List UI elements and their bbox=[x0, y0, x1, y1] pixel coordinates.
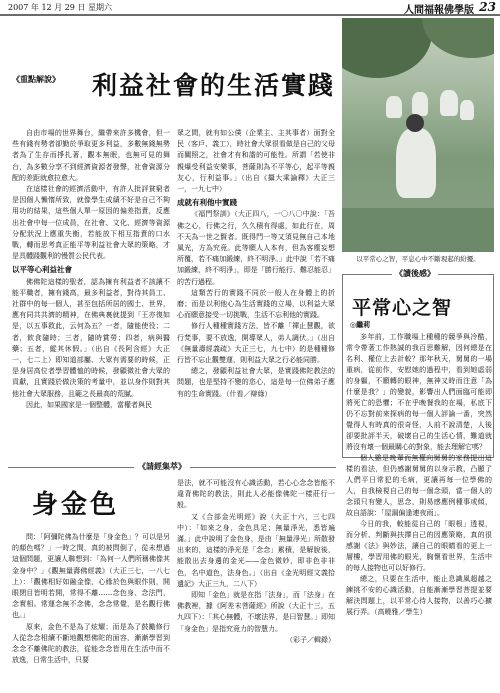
article3-paragraph: 即知「金色」就是在指「法身」，而「法身」在佛教裡，據《阿差末菩薩經》所說（大正十三，五九四下）：「其心無體，不壞法界，是曰智慧。」即知「身金色」是指究竟力的智慧力。 bbox=[177, 591, 335, 633]
article3-paragraph: 問：「阿彌陀佛為什麼是「身金色」？可以是另的顏色嗎？」一時之間，真的被問倒了，從未想過這個問題，更讓人聯想到：「為何一人們所稱佛像其金身中？」《觀無量壽佛經義》（大正三七，一八七上）：「觀佛相好如融金像，心緣於色與眼作則，開眼閉目皆明若開，常得不離……念色身、念法門，念實相。常運念無不念佛，念念常覺，是名觀行佛也。」 bbox=[12, 533, 170, 620]
article1-paragraph: 佛佛陀這樣的聖者，認為擁有利益者不該讓不能平職者，擁有錢高，最多利益者，對待其員工、社群中的每一個人，甚至包括所居的國土、世界，應有同共共濟的精神，在佛典裏就提到「王亦復如是，以五事救此，云何為五？一者，隨能使役；二者，飲食隨時；三者，隨時賞勞；四者，病與醫藥；五者，縱其休假。」（出自《長阿含經》大正一，七二上）即知道部屬、大眾有需要的時候，正是身居高位者學習體恤的時候，發顧微社會大眾的貢獻，且實踐於做決策的考量中，並以身作則對其他社會大眾服務，且範之長最高的荒膩。 bbox=[12, 277, 170, 398]
article3-paragraph: 是法，就不可能沒有心識活動，若心心念念皆能不違背佛陀的教法，則此人必能像佛陀一樣莊行一般。 bbox=[177, 479, 335, 510]
article2-paragraph: 今日的我，較能從自己的「眼根」透視，而分析、判斷與扶擇自己的因應策略，真的很感謝《法》與妙法，讓自己的眼睛看的更上一層樓，學習用佛的眼光，胸懷看世界，生活中的每人接物也可以好修行。 bbox=[346, 520, 492, 572]
page-header bbox=[0, 0, 500, 16]
article1-paragraph: 因此，如果國家是一個整體，當權者與民 bbox=[26, 400, 152, 409]
article2-tag: 《讀後感》 bbox=[392, 268, 438, 279]
article1-subheading: 成就有利他中實踐 bbox=[177, 198, 237, 208]
article1-paragraph: 自由市場的世界舞台，繼帶來許多機會，但一些有錢有勢者卻勤於爭取更多利益，多數無錢無勢者為了生存而掙扎著，觀本無眠，也無可見的舞台，為多數分享不到經濟資源者發聲，社會資源分配的差距就愈拉愈大。 bbox=[12, 129, 170, 182]
article3-signature: （彩子／輯錄） bbox=[286, 635, 335, 644]
article1-paragraph: 總之，發顧利益社會大眾，是實踐佛陀教法的問題，也是堅持不變的恣心，這是每一位佛弟子應有的生命實踐。（什看／辯綠） bbox=[177, 367, 335, 398]
article2-paragraph: 個人雖是晚輩而無權向舅舅的家務提出這樣的看法，但仍感謝舅舅的以身示教，凸顯了人們平日常犯的毛病，更讓再每一位學佛的人，自我檢視自己的每一個念頭，當一個人的念頭只有變人，思念，則易感應例種事或傾，故自語說：「屋漏偏逢連夜雨」。 bbox=[346, 454, 492, 517]
article3-col2 bbox=[177, 478, 335, 646]
article3-paragraph: 又《合部金光明經》說（大正十六，三七四中）：「如來之身，金色具足；無量淨光，悉皆遍滿。」此中說明了金色身，是由「無量淨光」所散發出來的，這樣的淨光是「念念」累積，是解脫後，能散出去身邊的金光——金色微妙，即非色非非色，名中道色，法身色。」（出自《金光明經文義拾遺記》大正三九，二八下） bbox=[177, 512, 335, 588]
meditation-photo bbox=[342, 18, 494, 252]
article1-subheading: 以平等心利益社會 bbox=[12, 265, 72, 275]
article3-col1 bbox=[12, 532, 170, 666]
article2-paragraph: 總之，只要在生活中，能止息識風超越之鍊挑不安的心識活動，自能漸漸學習菩提並要解決問題上，以平常心待人接物，以善巧心擴展行弄。（高曉雅／學生） bbox=[346, 575, 492, 616]
article2-body bbox=[346, 332, 492, 618]
article1-col1 bbox=[12, 128, 170, 411]
article1-paragraph: 這類苦行的實踐不同於一般人在身體上的折磨；而是以利他心為生活實踐的立場，以利益大眾心而願意接受一切挑戰，生活不忘利他的實踐。 bbox=[177, 288, 335, 320]
article3-title: 身金色 bbox=[32, 490, 120, 520]
article2-title: 平常心之智 bbox=[352, 297, 453, 319]
article1-col2 bbox=[177, 128, 335, 400]
newspaper-section: 人間福報佛學版 bbox=[404, 5, 474, 16]
article1-title: 利益社會的生活實踐 bbox=[92, 71, 336, 100]
issue-date: 2007 年 12 月 29 日 星期六 bbox=[8, 3, 112, 12]
article1-paragraph: 在這樣社會的經濟活動中，有許人批評貧窮者是因個人懶惰所致，就像學生成績不好是自己不夠用功的結果，這些個人單一原因的偏差指責，反應出社會中每一位成員，在社會、文化、經濟等資源分配狀況上應重失衡，若能放下相互指責的口水戰，轉而思考真正能平等利益社會大眾的策略，才是具體踐觀利的慢質公民代表。 bbox=[12, 185, 170, 261]
photo-caption: 以平常心之智，平息心中不斷現起的紛擾。 bbox=[356, 255, 480, 263]
article2-paragraph: 多年前，工作職場上種種的競爭與冷酷，常令帶著工作熱誠的我百思難解，因何總是在名利、權位上去計較？那年秋天，舅舅的一場重病，從前作，安慰她的過程中，看到她虛弱的身軀，不願轉的眼神，無神又時而注意「為什麼是我？」的變貌，影響出人們面臨可能即將死亡的恐懼；不在乎晚餐我的在場，私底下仍不忘對前來探病的每一個人評論一番，突然覺得人有時真的很奇怪，人前不說清楚，人後卻要批評半天，破壞自己的生活心情，難道就將沒有壞一個最關心的對象，能去理解它嗎？ bbox=[346, 333, 492, 451]
article1-paragraph: 修行人種種實踐方法，皆不離「禪止慧觀，欲行梵事，要不放逸，開導眾人，弟人調伏。」（出自《無量壽經義疏》大正三七，九七中）的是種種修行皆不忘止觀雙運，則利益大眾之行必能同勝。 bbox=[177, 322, 335, 365]
article2-author: ◎繼莉 bbox=[350, 320, 371, 329]
article1-paragraph: 眾之間，就有如公僕（企業主、主其事者）面對全民（客戶、義工），時社會大眾很看做是自己的父母而關照之，社會才有和諧的可能性。所謂「若使非親爆受利益安樂事，菩薩則為不平等心，起平等親友心，行利益事。」（出自《攝大乘論釋》大正三一，一九七中） bbox=[177, 129, 335, 194]
page-number: 23 bbox=[479, 0, 496, 14]
article3-tag: 《請經集萃》 bbox=[134, 461, 190, 472]
article1-tag: 《重點解說》 bbox=[12, 74, 60, 84]
article1-paragraph: 《福門祭訓》（大正四八，一〇八〇中說：「吾佛之心，行佛之行，久久積有得處，如此行在，周不天為一世之賢者。既得門一等又須見無自己本地風光，方為究竟。此等願人人本有，但為客塵妄想所覆，若不痛加鍛練，終不明淨。」此中說「若不痛加鍛練，終不明淨」，即是「勝行能行、難忍能忍」的苦行過程。 bbox=[177, 210, 335, 286]
article3-paragraph: 原來，金色不是為了炫耀；而是為了鼓勵修行人從念念相續不斷地觀想佛陀的面容，漸漸學習到念念不離佛陀的教法，從能念念皆用在生活中而不放逸，日常生活中，只要 bbox=[12, 622, 170, 665]
